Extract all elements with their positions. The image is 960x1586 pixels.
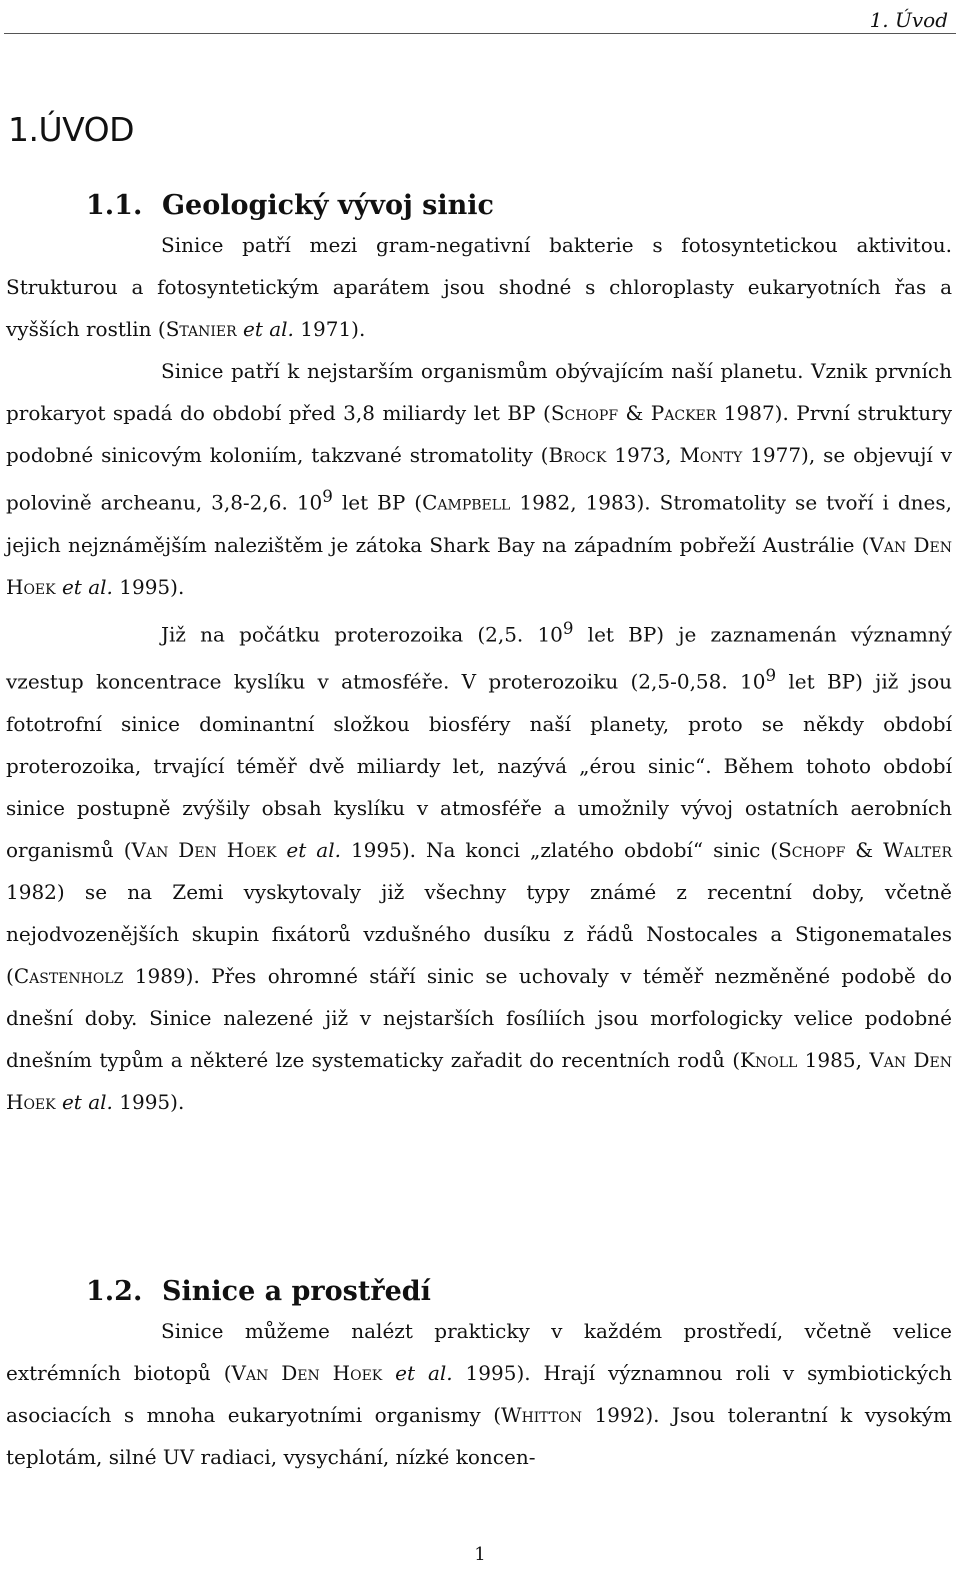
section-title: Geologický vývoj sinic (162, 190, 494, 221)
section-heading-1-1 (86, 190, 494, 221)
page-number: 1 (474, 1544, 486, 1565)
paragraph: Sinice patří mezi gram-negativní bakterie s fotosyntetickou aktivitou. Strukturou a fotosyntetickým aparátem jsou shodné s chloroplasty eukaryotních řas a vyšších rostlin (Stanier et al. 1971). (6, 233, 952, 341)
paragraph: Sinice patří k nejstarším organismům obývajícím naší planetu. Vznik prvních prokaryot spadá do období před 3,8 miliardy let BP (Schopf & Packer 1987). První struktury podobné sinicovým koloniím, takzvané stromatolity (Brock 1973, Monty 1977), se objevují v polovině archeanu, 3,8-2,6. $10^9$ let BP (Campbell 1982, 1983). Stromatolity se tvoří i dnes, jejich nejznámějším nalezištěm je zátoka Shark Bay na západním pobřeží Austrálie (Van Den Hoek et al. 1995). (6, 359, 953, 599)
section-title: Sinice a prostředí (162, 1276, 431, 1307)
chapter-title: 1.ÚVOD (8, 110, 135, 149)
header-rule (4, 33, 956, 34)
section-1-2-body (6, 1310, 952, 1478)
section-number: 1.1. (86, 190, 143, 221)
running-head: 1. Úvod (869, 8, 948, 32)
paragraph: Sinice můžeme nalézt prakticky v každém prostředí, včetně velice extrémních biotopů (Van Den Hoek et al. 1995). Hrají významnou roli v symbiotických asociacích s mnoha eukaryotními organismy (Whitton 1992). Jsou tolerantní k vysokým teplotám, silné UV radiaci, vysychání, nízké koncen- (6, 1319, 952, 1469)
section-number: 1.2. (86, 1276, 143, 1307)
section-heading-1-2 (86, 1276, 431, 1307)
section-1-1-body (6, 224, 952, 1123)
paragraph: Již na počátku proterozoika (2,5. $10^9$ let BP) je zaznamenán významný vzestup koncentrace kyslíku v atmosféře. V proterozoiku (2,5-0,58. $10^9$ let BP) již jsou fototrofní sinice dominantní složkou biosféry naší planety, proto se někdy období proterozoika, trvající téměř dvě miliardy let, nazývá „érou sinic“. Během tohoto období sinice postupně zvýšily obsah kyslíku v atmosféře a umožnily vývoj ostatních aerobních organismů (Van Den Hoek et al. 1995). Na konci „zlatého období“ sinic (Schopf & Walter 1982) se na Zemi vyskytovaly již všechny typy známé z recentní doby, včetně nejodvozenějších skupin fixátorů vzdušného dusíku z řádů Nostocales a Stigonematales (Castenholz 1989). Přes ohromné stáří sinic se uchovaly v téměř nezměněné podobě do dnešní doby. Sinice nalezené již v nejstarších fosíliích jsou morfologicky velice podobné dnešním typům a některé lze systematicky zařadit do recentních rodů (Knoll 1985, Van Den Hoek et al. 1995). (6, 618, 952, 1114)
